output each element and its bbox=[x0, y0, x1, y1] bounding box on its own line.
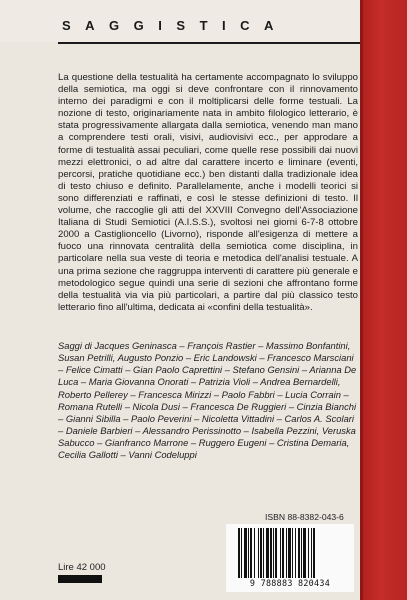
barcode-bar bbox=[248, 528, 249, 578]
barcode-bar bbox=[263, 528, 264, 578]
barcode-bar bbox=[292, 528, 293, 578]
price-label: Lire 42 000 bbox=[58, 562, 106, 573]
barcode-bar bbox=[244, 528, 247, 578]
barcode bbox=[226, 524, 354, 592]
barcode-bar bbox=[258, 528, 259, 578]
barcode-bar bbox=[260, 528, 262, 578]
series-title: SAGGISTICA bbox=[62, 18, 288, 33]
barcode-bar bbox=[282, 528, 284, 578]
barcode-bar bbox=[254, 528, 255, 578]
barcode-bar bbox=[311, 528, 312, 578]
barcode-bar bbox=[238, 528, 240, 578]
barcode-bar bbox=[301, 528, 302, 578]
barcode-number: 9 788883 820434 bbox=[249, 578, 331, 588]
header-rule bbox=[58, 42, 360, 44]
barcode-bar bbox=[250, 528, 252, 578]
spine-edge bbox=[360, 0, 363, 600]
book-description: La questione della testualità ha certamente accompagnato lo sviluppo della semiotica, ma oggi si deve confrontare con il rinnovamento interno dei paradigmi e con il moltiplicarsi delle forme testuali. La nozione di testo, originariamente nata in ambito filologico letterario, è stata progressivamente allargata dalla semiotica, venendo man mano a comprendere testi orali, visivi, audiovisivi ecc., per approdare a forme di testualità assai peculiari, come quelle rese possibili dai nuovi mezzi elettronici, o ad altre dal carattere incerto e liminare (eventi, percorsi, pratiche quotidiane ecc.) ben distanti dalla tradizionale idea di testo chiuso e definito. Parallelamente, anche i modelli teorici si sono differenziati e raffinati, e così le stesse definizioni di testo. Il volume, che raccoglie gli atti del XXVIII Convegno dell'Associazione Italiana di Studi Semiotici (A.I.S.S.), svoltosi nei giorni 6-7-8 ottobre 2000 a Castiglioncello (Livorno), risponde all'esigenza di mettere a fuoco una rinnovata centralità della semiotica come disciplina, in particolare nella sua veste di teoria e metodica dell'analisi testuale. A una prima sezione che raggruppa interventi di carattere più generale e metodologico segue quindi una serie di sezioni che affrontano forme della testualità via via più particolari, a partire dal più classico testo letterario fino all'ultima, dedicata ai «confini della testualità». bbox=[58, 72, 358, 313]
essay-authors: Saggi di Jacques Geninasca – François Rastier – Massimo Bonfantini, Susan Petrilli, Augusto Ponzio – Eric Landowski – Francesco Marsciani – Felice Cimatti – Gian Paolo Caprettini – Stefano Gensini – Arianna De Luca – Maria Giovanna Onorati – Patrizia Violi – Andrea Bernardelli, Roberto Pellerey – Francesca Mirizzi – Paolo Fabbri – Lucia Corrain – Romana Rutelli – Nicola Dusi – Francesca De Ruggieri – Cinzia Bianchi – Gianni Sibilla – Paolo Peverini – Nicoletta Vittadini – Carlos A. Scolari – Daniele Barbieri – Alessandro Perissinotto – Isabella Pezzini, Veruska Sabucco – Gianfranco Marrone – Ruggero Eugeni – Cristina Demaria, Cecilia Gallotti – Vanni Codeluppi bbox=[58, 340, 357, 461]
red-spine-strip bbox=[360, 0, 407, 600]
barcode-bar bbox=[266, 528, 269, 578]
isbn: ISBN 88-8382-043-6 bbox=[265, 512, 344, 522]
barcode-bar bbox=[273, 528, 274, 578]
barcode-bar bbox=[308, 528, 309, 578]
barcode-bar bbox=[286, 528, 287, 578]
price-bar bbox=[58, 575, 102, 583]
barcode-bar bbox=[241, 528, 242, 578]
barcode-bar bbox=[313, 528, 315, 578]
barcode-bar bbox=[288, 528, 291, 578]
barcode-bar bbox=[303, 528, 306, 578]
barcode-bar bbox=[298, 528, 300, 578]
barcode-bar bbox=[275, 528, 277, 578]
barcode-bar bbox=[280, 528, 281, 578]
barcode-bar bbox=[295, 528, 296, 578]
barcode-bar bbox=[270, 528, 272, 578]
barcode-bars bbox=[236, 528, 346, 578]
